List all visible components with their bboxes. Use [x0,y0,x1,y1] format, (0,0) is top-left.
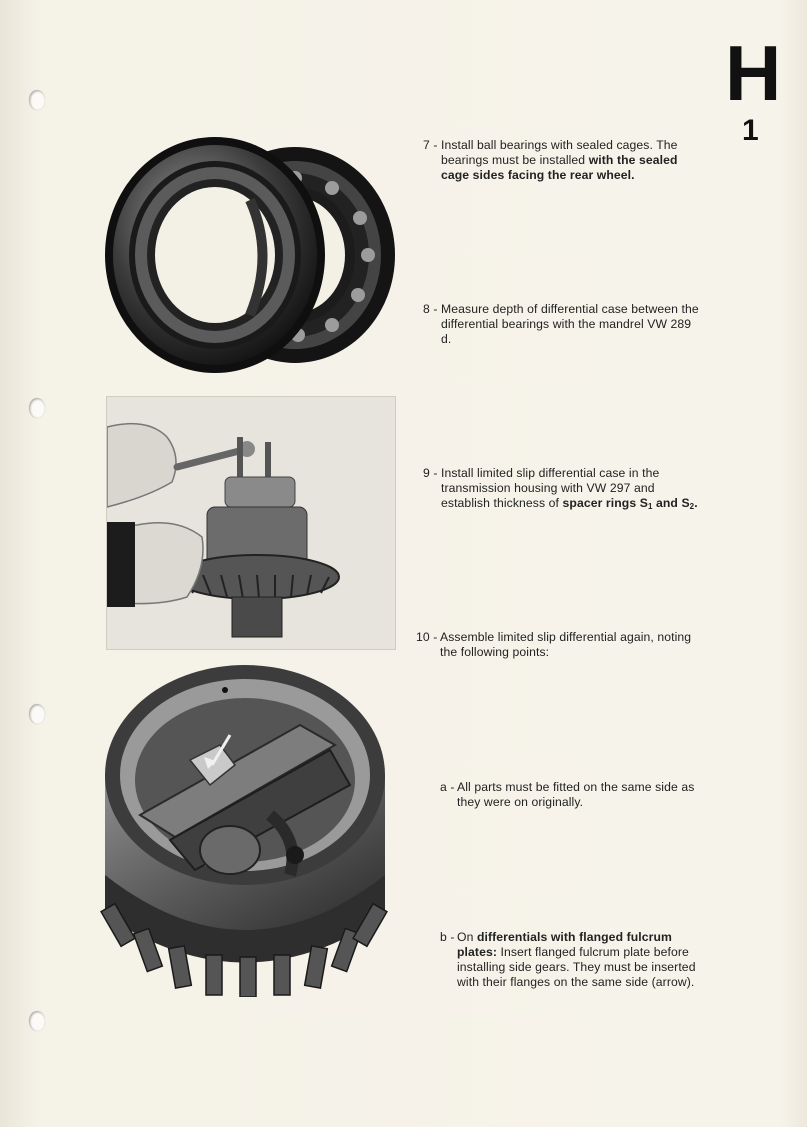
binder-hole [29,90,45,110]
step-text: Measure depth of differential case between the differential bearings with the mandrel VW 289 d. [441,302,699,346]
section-letter: H [725,29,782,117]
binder-hole [29,704,45,724]
step-tail: . [694,496,698,510]
differential-installation-photo [106,396,396,650]
step-text: Install ball bearings with sealed cages. The bearings must be installed [441,138,678,167]
step-text: Insert flanged fulcrum plate before installing side gears. They must be inserted with their flanges on the same side (arrow). [457,945,696,989]
section-number: 1 [742,114,759,147]
step-9 [423,466,701,514]
step-text: Assemble limited slip differential again, noting the following points: [440,630,692,659]
subscript: 1 [647,502,653,511]
binder-hole [29,398,45,418]
step-text: Install limited slip differential case in the transmission housing with VW 297 and establish thickness of [441,466,660,510]
differential-case-cutaway-photo [100,665,390,997]
step-number: 8 - [423,302,438,316]
binder-hole [29,1011,45,1031]
step-number: a - [440,780,455,794]
step-a [440,780,698,810]
step-emphasis: differentials with flanged fulcrum plates: [457,930,672,959]
step-number: 10 - [416,630,438,644]
step-b [440,930,698,990]
step-number: b - [440,930,455,944]
step-number: 7 - [423,138,438,152]
step-10 [416,630,701,660]
step-text: On [457,930,477,944]
step-number: 9 - [423,466,438,480]
step-8 [423,302,701,347]
step-emphasis: with the sealed cage sides facing the rear wheel. [441,153,678,182]
step-text: All parts must be fitted on the same side as they were on originally. [457,780,695,809]
subscript: 2 [689,502,695,511]
ball-bearings-photo [100,130,400,380]
step-7 [423,138,701,183]
step-emphasis: and S [652,496,690,510]
step-emphasis: spacer rings S [562,496,648,510]
